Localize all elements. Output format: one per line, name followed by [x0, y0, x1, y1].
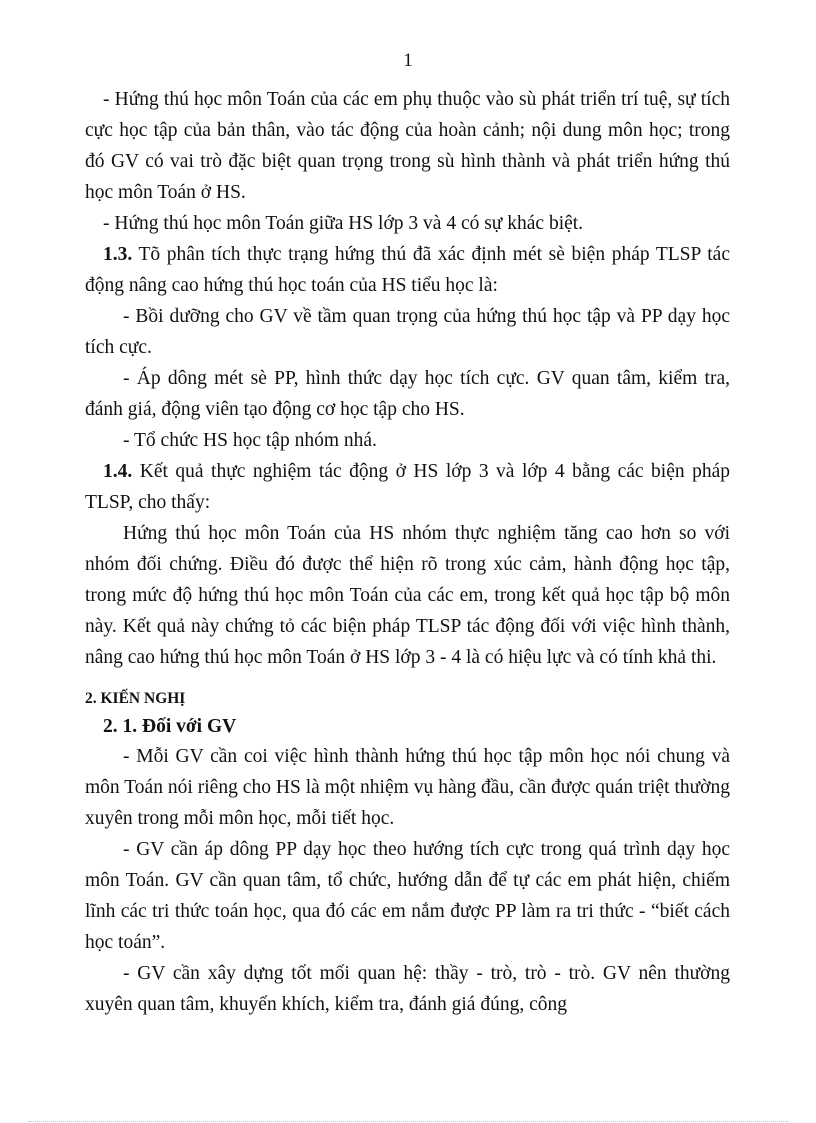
paragraph-teacher-methods: - GV cần áp dông PP dạy học theo hướng tích cực trong quá trình dạy học môn Toán. GV cần quan tâm, tổ chức, hướng dẫn để tự các em phát hiện, chiếm lĩnh các tri thức toán học, qua đó các em nắm được PP làm ra tri thức - “biết cách học toán”. — [85, 839, 730, 953]
paragraph-group-learning: - Tổ chức HS học tập nhóm nhá. — [123, 430, 377, 451]
paragraph-grade-difference: - Hứng thú học môn Toán giữa HS lớp 3 và 4 có sự khác biệt. — [103, 213, 584, 234]
subheading-for-teachers: 2. 1. Đối với GV — [103, 716, 237, 737]
document-body — [85, 84, 730, 1020]
page-number: 1 — [403, 50, 413, 71]
section-number-1-3: 1.3. — [103, 244, 133, 265]
paragraph-1-3 — [85, 239, 730, 301]
page-bottom-divider — [28, 1121, 788, 1122]
paragraph-1-3-text: Tõ phân tích thực trạng hứng thú đã xác định mét sè biện pháp TLSP tác động nâng cao hứng thú học toán của HS tiểu học là: — [85, 244, 730, 296]
section-number-1-4: 1.4. — [103, 461, 133, 482]
paragraph-experiment-result: Hứng thú học môn Toán của HS nhóm thực nghiệm tăng cao hơn so với nhóm đối chứng. Điều đó được thể hiện rõ trong xúc cảm, hành động học tập, trong mức độ hứng thú học môn Toán của các em, trong kết quả học tập bộ môn này. Kết quả này chứng tỏ các biện pháp TLSP tác động đối với việc hình thành, nâng cao hứng thú học môn Toán ở HS lớp 3 - 4 là có hiệu lực và có tính khả thi. — [85, 523, 730, 668]
paragraph-active-methods: - Áp dông mét sè PP, hình thức dạy học tích cực. GV quan tâm, kiểm tra, đánh giá, động viên tạo động cơ học tập cho HS. — [85, 368, 730, 420]
paragraph-teacher-duty: - Mỗi GV cần coi việc hình thành hứng thú học tập môn học nói chung và môn Toán nói riêng cho HS là một nhiệm vụ hàng đầu, cần được quán triệt thường xuyên trong mỗi môn học, mỗi tiết học. — [85, 746, 730, 829]
paragraph-teacher-relations: - GV cần xây dựng tốt mối quan hệ: thầy - trò, trò - trò. GV nên thường xuyên quan tâm, khuyến khích, kiểm tra, đánh giá đúng, công — [85, 963, 730, 1015]
paragraph-interest-factors: - Hứng thú học môn Toán của các em phụ thuộc vào sù phát triển trí tuệ, sự tích cực học tập của bản thân, vào tác động của hoàn cảnh; nội dung môn học; trong đó GV có vai trò đặc biệt quan trọng trong sù hình thành và phát triển hứng thú học môn Toán ở HS. — [85, 89, 730, 203]
paragraph-teacher-training: - Bồi dưỡng cho GV về tầm quan trọng của hứng thú học tập và PP dạy học tích cực. — [85, 306, 730, 358]
heading-recommendations: 2. KIẾN NGHỊ — [85, 690, 186, 707]
paragraph-1-4 — [85, 456, 730, 518]
paragraph-1-4-text: Kết quả thực nghiệm tác động ở HS lớp 3 và lớp 4 bằng các biện pháp TLSP, cho thấy: — [85, 461, 730, 513]
